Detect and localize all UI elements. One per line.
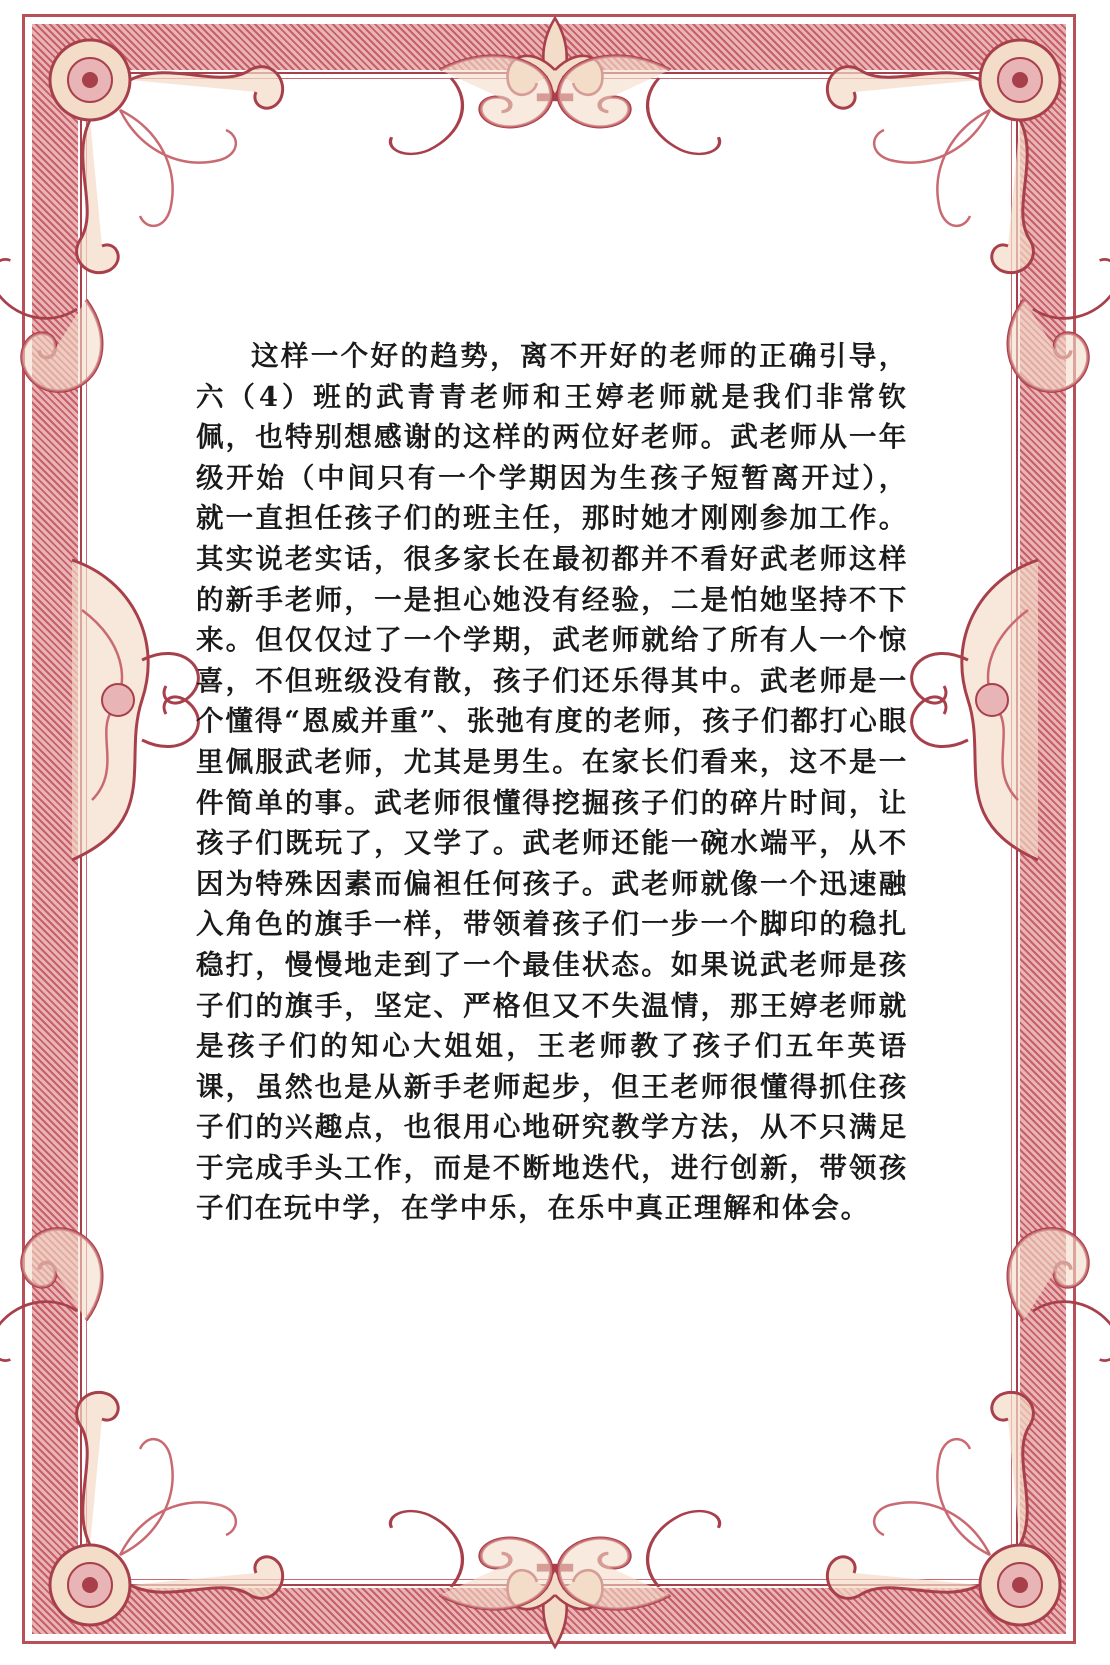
- letter-body: [196, 336, 908, 1229]
- body-paragraph: 这样一个好的趋势，离不开好的老师的正确引导，六（4）班的武青青老师和王婷老师就是我们非常钦佩，也特别想感谢的这样的两位好老师。武老师从一年级开始（中间只有一个学期因为生孩子短暂离开过），就一直担任孩子们的班主任，那时她才刚刚参加工作。其实说老实话，很多家长在最初都并不看好武老师这样的新手老师，一是担心她没有经验，二是怕她坚持不下来。但仅仅过了一个学期，武老师就给了所有人一个惊喜，不但班级没有散，孩子们还乐得其中。武老师是一个懂得“恩威并重”、张弛有度的老师，孩子们都打心眼里佩服武老师，尤其是男生。在家长们看来，这不是一件简单的事。武老师很懂得挖掘孩子们的碎片时间，让孩子们既玩了，又学了。武老师还能一碗水端平，从不因为特殊因素而偏袒任何孩子。武老师就像一个迅速融入角色的旗手一样，带领着孩子们一步一个脚印的稳扎稳打，慢慢地走到了一个最佳状态。如果说武老师是孩子们的旗手，坚定、严格但又不失温情，那王婷老师就是孩子们的知心大姐姐，王老师教了孩子们五年英语课，虽然也是从新手老师起步，但王老师很懂得抓住孩子们的兴趣点，也很用心地研究教学方法，从不只满足于完成手头工作，而是不断地迭代，进行创新，带领孩子们在玩中学，在学中乐，在乐中真正理解和体会。: [196, 340, 908, 1225]
